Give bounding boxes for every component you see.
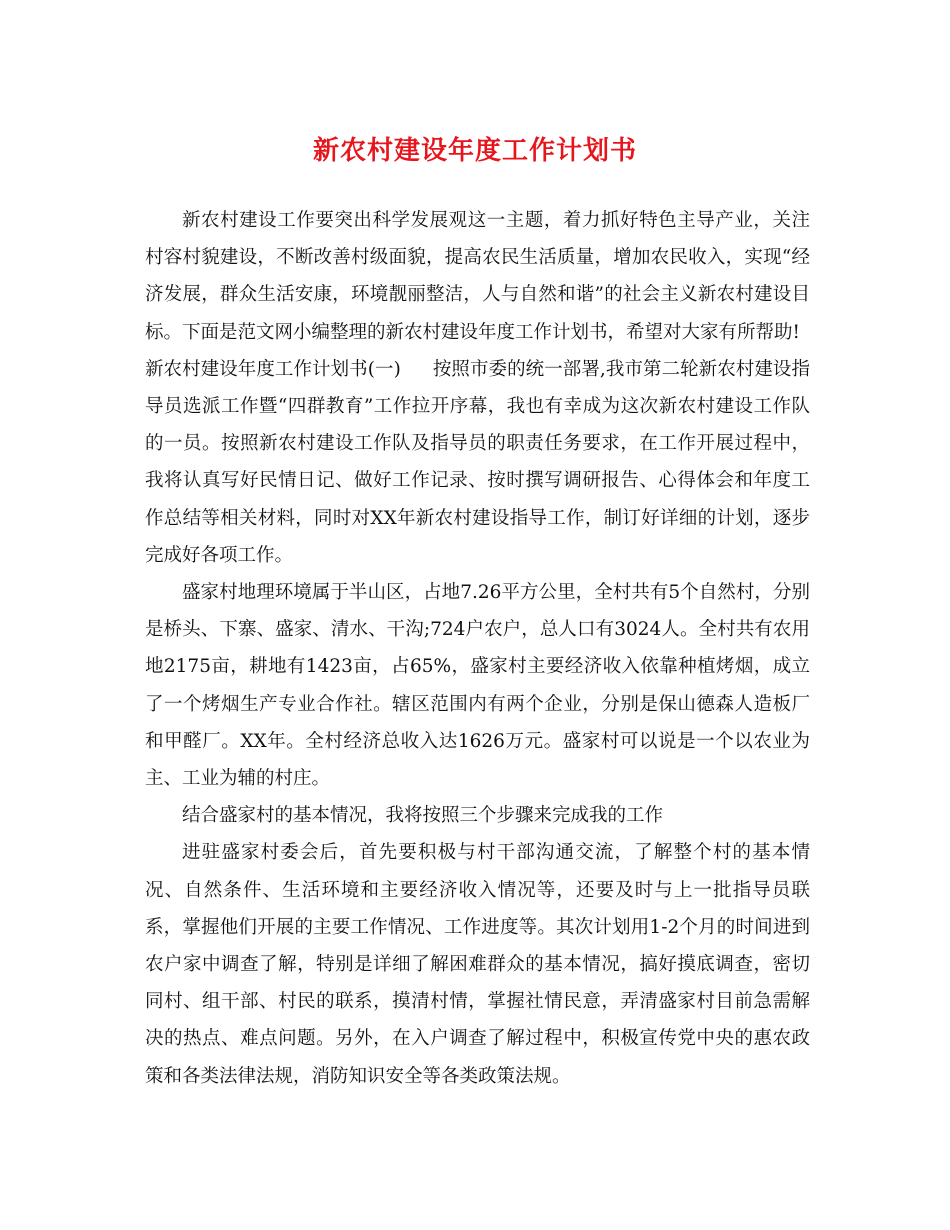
- village-overview-paragraph: 盛家村地理环境属于半山区，占地7.26平方公里，全村共有5个自然村，分别是桥头、下寨、盛家、清水、干沟;724户农户，总人口有3024人。全村共有农用地2175亩，耕地有1423亩，占65%，盛家村主要经济收入依靠种植烤烟，成立了一个烤烟生产专业合作社。辖区范围内有两个企业，分别是保山德森人造板厂和甲醛厂。XX年。全村经济总收入达1626万元。盛家村可以说是一个以农业为主、工业为辅的村庄。: [145, 582, 810, 790]
- document-title: 新农村建设年度工作计划书: [312, 136, 637, 166]
- steps-intro-paragraph: 结合盛家村的基本情况，我将按照三个步骤来完成我的工作: [182, 805, 664, 827]
- section-one-paragraph: [145, 351, 810, 574]
- section-heading: 新农村建设年度工作计划书(一): [145, 358, 401, 380]
- section-one-text: 按照市委的统一部署,我市第二轮新农村建设指导员选派工作暨“四群教育”工作拉开序幕，我也有幸成为这次新农村建设工作队的一员。按照新农村建设工作队及指导员的职责任务要求，在工作开展过程中，我将认真写好民情日记、做好工作记录、按时撰写调研报告、心得体会和年度工作总结等相关材料，同时对XX年新农村建设指导工作，制订好详细的计划，逐步完成好各项工作。: [145, 358, 810, 566]
- first-step-paragraph: 进驻盛家村委会后，首先要积极与村干部沟通交流，了解整个村的基本情况、自然条件、生活环境和主要经济收入情况等，还要及时与上一批指导员联系，掌握他们开展的主要工作情况、工作进度等。其次计划用1-2个月的时间进到农户家中调查了解，特别是详细了解困难群众的基本情况，搞好摸底调查，密切同村、组干部、村民的联系，摸清村情，掌握社情民意，弄清盛家村目前急需解决的热点、难点问题。另外，在入户调查了解过程中，积极宣传党中央的惠农政策和各类法律法规，消防知识安全等各类政策法规。: [145, 842, 810, 1087]
- document-body: [145, 202, 810, 1095]
- intro-paragraph: 新农村建设工作要突出科学发展观这一主题，着力抓好特色主导产业，关注村容村貌建设，不断改善村级面貌，提高农民生活质量，增加农民收入，实现“经济发展，群众生活安康，环境靓丽整洁，人与自然和谐”的社会主义新农村建设目标。下面是范文网小编整理的新农村建设年度工作计划书，希望对大家有所帮助!: [145, 210, 810, 343]
